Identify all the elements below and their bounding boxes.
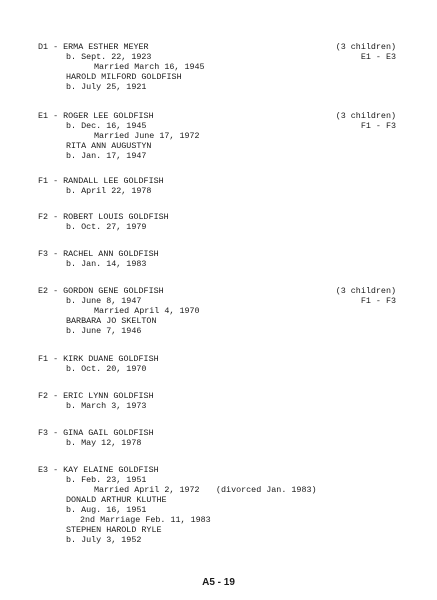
genealogy-entry: [38, 176, 418, 196]
entry-heading: D1 - ERMA ESTHER MEYER: [38, 42, 149, 52]
entry-heading: F2 - ROBERT LOUIS GOLDFISH: [38, 212, 169, 222]
entry-heading: E2 - GORDON GENE GOLDFISH: [38, 286, 164, 296]
entry-heading: F2 - ERIC LYNN GOLDFISH: [38, 391, 154, 401]
children-range: F1 - F3: [360, 296, 396, 306]
children-range: E1 - E3: [360, 52, 396, 62]
children-note: [336, 42, 396, 62]
entry-heading: F3 - RACHEL ANN GOLDFISH: [38, 249, 159, 259]
entry-line: b. June 7, 1946: [66, 326, 142, 336]
genealogy-entry: [38, 42, 418, 92]
entry-heading: F1 - KIRK DUANE GOLDFISH: [38, 354, 159, 364]
genealogy-entry: [38, 286, 418, 336]
entry-line: 2nd Marriage Feb. 11, 1983: [80, 515, 211, 525]
entry-heading: E3 - KAY ELAINE GOLDFISH: [38, 465, 159, 475]
genealogy-entry: [38, 391, 418, 411]
entry-line: b. May 12, 1978: [66, 438, 142, 448]
divorce-note: (divorced Jan. 1983): [216, 485, 317, 495]
entry-line: BARBARA JO SKELTON: [66, 316, 157, 326]
entry-line: b. Aug. 16, 1951: [66, 505, 147, 515]
entry-line: b. Jan. 17, 1947: [66, 151, 147, 161]
entry-line: b. July 3, 1952: [66, 535, 142, 545]
entry-line: DONALD ARTHUR KLUTHE: [66, 495, 167, 505]
entry-line: STEPHEN HAROLD RYLE: [66, 525, 162, 535]
genealogy-entry: [38, 212, 418, 232]
entry-line: b. Dec. 16, 1945: [66, 121, 147, 131]
entry-heading: F1 - RANDALL LEE GOLDFISH: [38, 176, 164, 186]
entry-line: Married March 16, 1945: [94, 62, 205, 72]
entry-line: b. Feb. 23, 1951: [66, 475, 147, 485]
entry-line: b. April 22, 1978: [66, 186, 152, 196]
entry-heading: F3 - GINA GAIL GOLDFISH: [38, 428, 154, 438]
children-count: (3 children): [335, 42, 396, 52]
children-note: [336, 111, 396, 131]
children-range: F1 - F3: [360, 121, 396, 131]
entry-line: b. Oct. 27, 1979: [66, 222, 147, 232]
entry-heading: E1 - ROGER LEE GOLDFISH: [38, 111, 154, 121]
genealogy-entry: [38, 465, 418, 545]
children-count: (3 children): [335, 286, 396, 296]
entry-line: HAROLD MILFORD GOLDFISH: [66, 72, 182, 82]
entry-line: b. July 25, 1921: [66, 82, 147, 92]
entry-line: Married June 17, 1972: [94, 131, 200, 141]
entry-line: Married April 4, 1970: [94, 306, 200, 316]
entry-line: Married April 2, 1972: [94, 485, 200, 495]
entry-line: b. Jan. 14, 1983: [66, 259, 147, 269]
children-note: [336, 286, 396, 306]
entry-line: RITA ANN AUGUSTYN: [66, 141, 152, 151]
entry-line: b. June 8, 1947: [66, 296, 142, 306]
children-count: (3 children): [335, 111, 396, 121]
entry-line: b. March 3, 1973: [66, 401, 147, 411]
genealogy-entry: [38, 249, 418, 269]
page-number: A5 - 19: [202, 577, 235, 588]
genealogy-entry: [38, 111, 418, 161]
genealogy-entry: [38, 428, 418, 448]
genealogy-entry: [38, 354, 418, 374]
entry-line: b. Oct. 20, 1970: [66, 364, 147, 374]
entry-line: b. Sept. 22, 1923: [66, 52, 152, 62]
